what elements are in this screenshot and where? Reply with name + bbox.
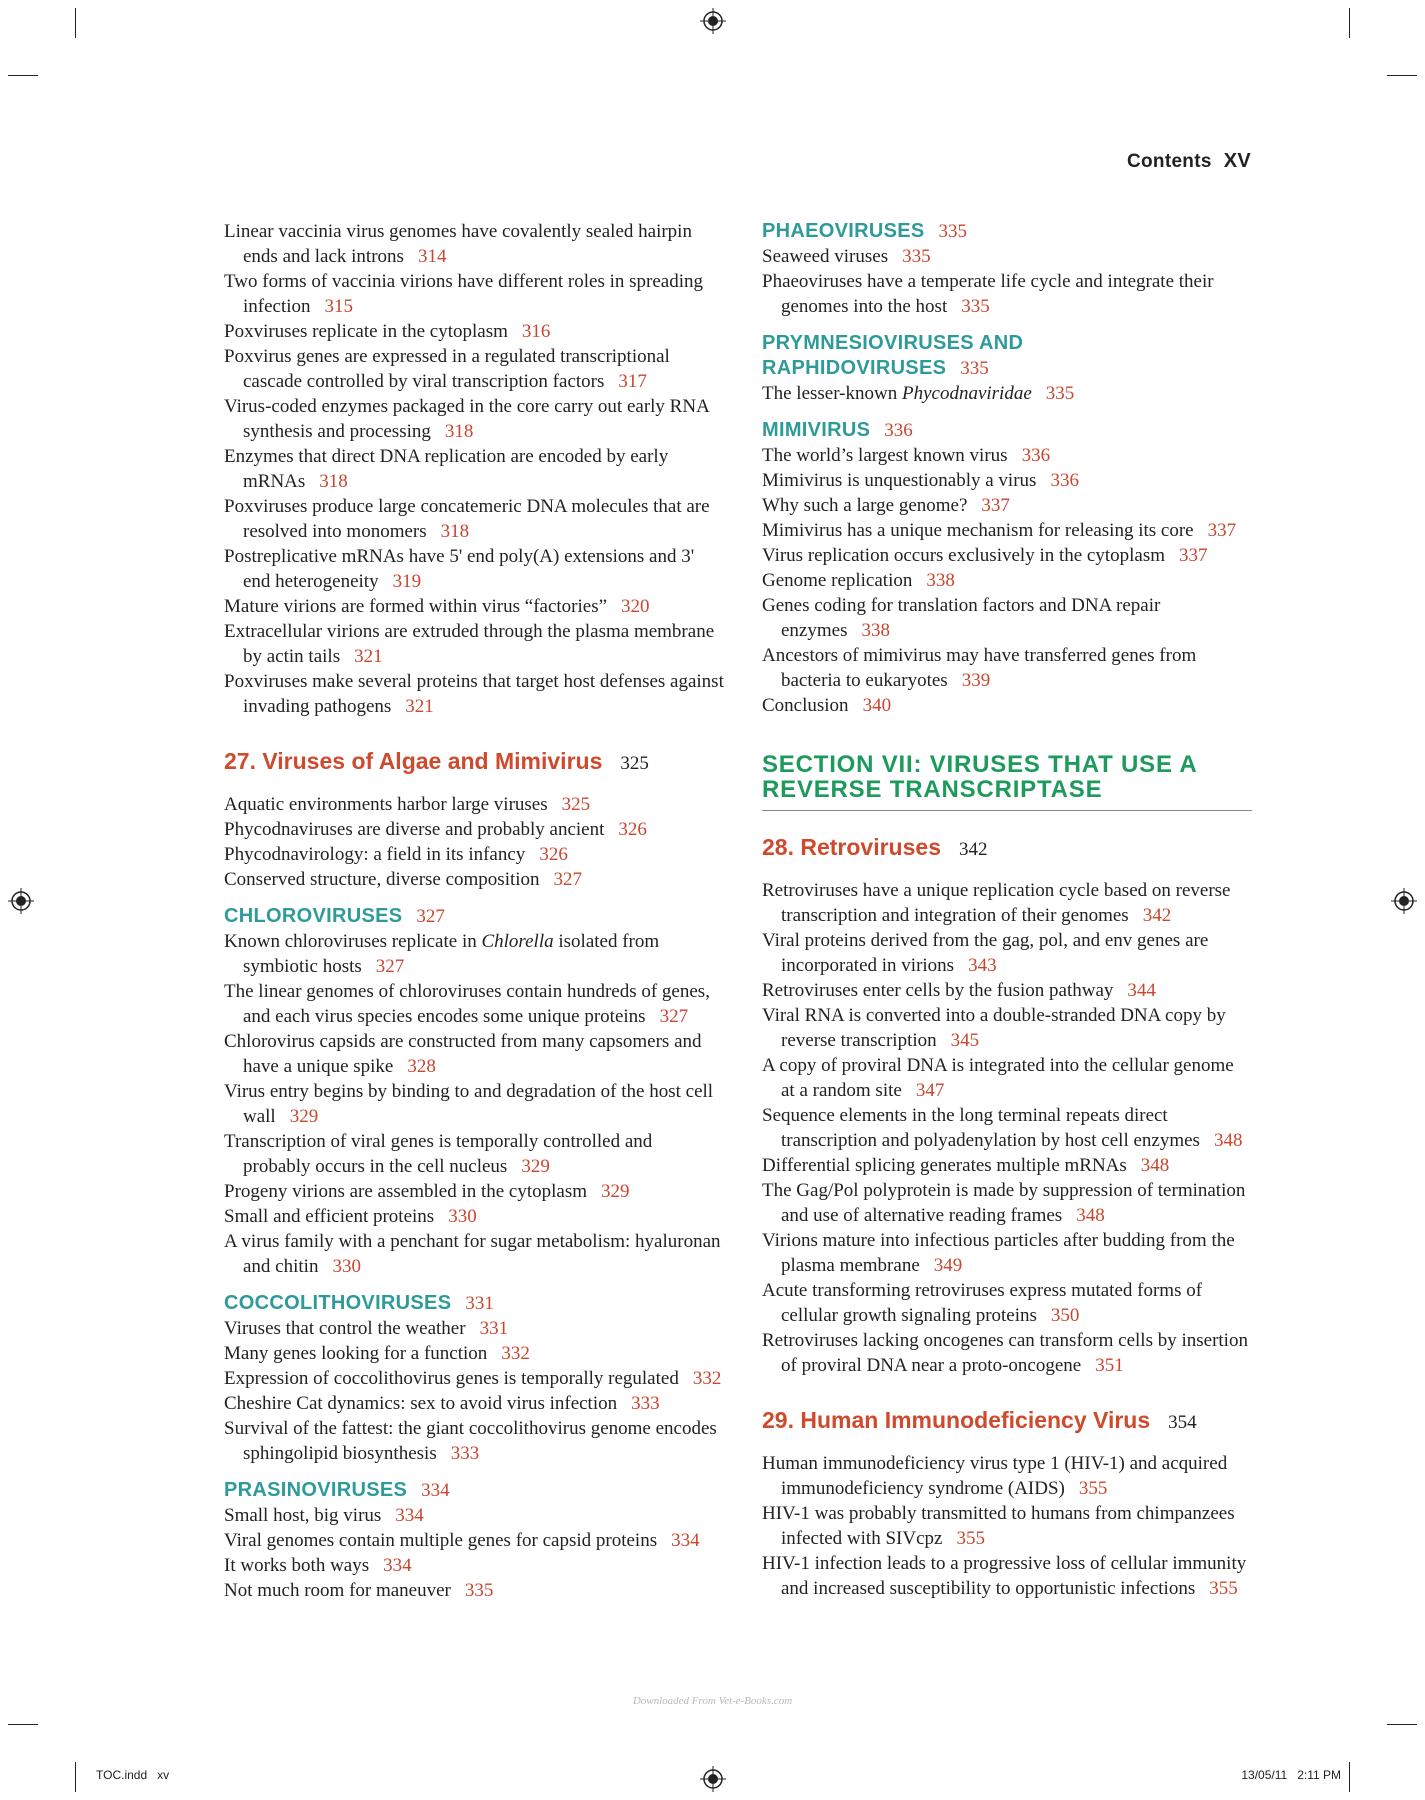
entry-title: Conserved structure, diverse composition xyxy=(224,869,540,890)
entry-title: Human immunodeficiency virus type 1 (HIV-1) and acquired immunodeficiency syndrome (AIDS) xyxy=(762,1453,1228,1499)
subsection-title: MIMIVIRUS xyxy=(762,419,871,441)
subsection-heading[interactable] xyxy=(762,331,1252,381)
entry-page-number: 319 xyxy=(392,571,422,592)
toc-entry[interactable] xyxy=(762,878,1252,928)
entry-page-number: 326 xyxy=(618,819,647,840)
subsection-title: COCCOLITHOVIRUSES xyxy=(224,1292,452,1314)
toc-entry[interactable] xyxy=(762,468,1252,493)
toc-entry[interactable] xyxy=(762,643,1252,693)
entry-page-number: 321 xyxy=(354,646,383,667)
chapter-title: 28. Retroviruses xyxy=(762,834,941,860)
toc-entry[interactable] xyxy=(762,1551,1252,1601)
entry-title: The lesser-known xyxy=(762,383,902,404)
toc-entry[interactable] xyxy=(762,244,1252,269)
entry-page-number: 326 xyxy=(539,844,568,865)
entry-page-number: 327 xyxy=(553,869,583,890)
toc-entry[interactable] xyxy=(224,444,724,494)
toc-entry[interactable] xyxy=(224,669,724,719)
crop-mark xyxy=(1387,1724,1417,1725)
entry-page-number: 334 xyxy=(383,1555,412,1576)
toc-entry[interactable] xyxy=(224,1229,724,1279)
toc-entry[interactable] xyxy=(224,792,724,817)
entry-page-number: 335 xyxy=(1045,383,1075,404)
entry-page-number: 347 xyxy=(915,1080,945,1101)
watermark: Downloaded From Vet-e-Books.com xyxy=(632,1695,793,1707)
toc-entry[interactable] xyxy=(762,1501,1252,1551)
entry-title: It works both ways xyxy=(224,1555,370,1576)
footer-timestamp: 13/05/11 2:11 PM xyxy=(1241,1768,1341,1782)
entry-title: Virus entry begins by binding to and degradation of the host cell wall xyxy=(224,1081,714,1127)
entry-title: Small host, big virus xyxy=(224,1505,382,1526)
chapter-title: 29. Human Immunodeficiency Virus xyxy=(762,1407,1151,1433)
entry-title: Phycodnaviruses are diverse and probably ancient xyxy=(224,819,605,840)
entry-page-number: 348 xyxy=(1213,1130,1243,1151)
entry-title: Progeny virions are assembled in the cytoplasm xyxy=(224,1181,588,1202)
entry-title: Sequence elements in the long terminal repeats direct transcription and polyadenylation by host cell enzymes xyxy=(762,1105,1200,1151)
entry-title: Seaweed viruses xyxy=(762,246,889,267)
chapter-title: 27. Viruses of Algae and Mimivirus xyxy=(224,748,603,774)
toc-entry[interactable] xyxy=(762,443,1252,468)
subsection-title: PHAEOVIRUSES xyxy=(762,220,925,242)
entry-title: Ancestors of mimivirus may have transferred genes from bacteria to eukaryotes xyxy=(762,645,1197,691)
entry-page-number: 329 xyxy=(601,1181,630,1202)
toc-entry[interactable] xyxy=(224,1503,724,1528)
entry-title: Mimivirus has a unique mechanism for releasing its core xyxy=(762,520,1194,541)
registration-mark-icon xyxy=(700,8,726,34)
toc-entry[interactable] xyxy=(224,494,724,544)
toc-right-column xyxy=(762,219,1252,1601)
entry-title: Acute transforming retroviruses express mutated forms of cellular growth signaling proteins xyxy=(762,1280,1203,1326)
toc-entry[interactable] xyxy=(762,978,1252,1003)
subsection-title: PRASINOVIRUSES xyxy=(224,1479,408,1501)
entry-page-number: 331 xyxy=(479,1318,509,1339)
crop-mark xyxy=(1387,75,1417,76)
entry-title: Virus-coded enzymes packaged in the core carry out early RNA synthesis and processing xyxy=(224,396,709,442)
entry-page-number: 335 xyxy=(464,1580,494,1601)
toc-entry[interactable] xyxy=(224,219,724,269)
entry-page-number: 338 xyxy=(926,570,955,591)
toc-entry[interactable] xyxy=(762,381,1252,406)
entry-page-number: 329 xyxy=(521,1156,550,1177)
entry-title: Known chloroviruses replicate in xyxy=(224,931,477,952)
entry-page-number: 350 xyxy=(1050,1305,1080,1326)
entry-title: Retroviruses have a unique replication cycle based on reverse transcription and integration of their genomes xyxy=(762,880,1231,926)
subsection-page-number: 331 xyxy=(465,1293,494,1314)
entry-title: Survival of the fattest: the giant coccolithovirus genome encodes sphingolipid biosynthesis xyxy=(224,1418,717,1464)
toc-entry[interactable] xyxy=(762,1053,1252,1103)
entry-page-number: 330 xyxy=(332,1256,361,1277)
entry-title: Small and efficient proteins xyxy=(224,1206,435,1227)
toc-entry[interactable] xyxy=(224,319,724,344)
entry-page-number: 335 xyxy=(961,296,990,317)
entry-page-number: 330 xyxy=(448,1206,477,1227)
toc-entry[interactable] xyxy=(762,543,1252,568)
toc-entry[interactable] xyxy=(224,544,724,594)
chapter-page-number: 354 xyxy=(1168,1412,1197,1433)
toc-entry[interactable] xyxy=(224,1528,724,1553)
entry-page-number: 325 xyxy=(561,794,591,815)
toc-entry[interactable] xyxy=(762,568,1252,593)
toc-entry[interactable] xyxy=(762,1178,1252,1228)
toc-entry[interactable] xyxy=(762,1328,1252,1378)
entry-page-number: 338 xyxy=(861,620,890,641)
entry-page-number: 327 xyxy=(659,1006,689,1027)
toc-entry[interactable] xyxy=(224,619,724,669)
entry-title: Enzymes that direct DNA replication are encoded by early mRNAs xyxy=(224,446,669,492)
registration-mark-icon xyxy=(8,888,34,914)
entry-page-number: 348 xyxy=(1076,1205,1105,1226)
entry-page-number: 351 xyxy=(1095,1355,1124,1376)
entry-page-number: 355 xyxy=(1209,1578,1238,1599)
toc-entry[interactable] xyxy=(224,1366,724,1391)
subsection-heading[interactable] xyxy=(762,219,1252,244)
entry-page-number: 317 xyxy=(618,371,647,392)
entry-title: Many genes looking for a function xyxy=(224,1343,488,1364)
toc-entry[interactable] xyxy=(224,842,724,867)
entry-title: Poxviruses produce large concatemeric DNA molecules that are resolved into monomers xyxy=(224,496,710,542)
entry-page-number: 355 xyxy=(1078,1478,1108,1499)
entry-title: Cheshire Cat dynamics: sex to avoid virus infection xyxy=(224,1393,618,1414)
toc-entry[interactable] xyxy=(762,1103,1252,1153)
entry-title: Conclusion xyxy=(762,695,849,716)
entry-page-number: 334 xyxy=(671,1530,700,1551)
entry-title: The world’s largest known virus xyxy=(762,445,1008,466)
entry-title: Phaeoviruses have a temperate life cycle and integrate their genomes into the host xyxy=(762,271,1214,317)
entry-title: Two forms of vaccinia virions have different roles in spreading infection xyxy=(224,271,703,317)
subsection-heading[interactable] xyxy=(224,1291,724,1316)
entry-title: Not much room for maneuver xyxy=(224,1580,451,1601)
entry-page-number: 328 xyxy=(407,1056,436,1077)
entry-page-number: 337 xyxy=(1179,545,1208,566)
entry-page-number: 332 xyxy=(501,1343,530,1364)
entry-title: The Gag/Pol polyprotein is made by suppression of termination and use of alternative reading frames xyxy=(762,1180,1246,1226)
crop-mark xyxy=(75,8,76,38)
entry-page-number: 344 xyxy=(1127,980,1156,1001)
toc-entry[interactable] xyxy=(224,1553,724,1578)
entry-title: Phycodnavirology: a field in its infancy xyxy=(224,844,526,865)
entry-title: HIV-1 infection leads to a progressive loss of cellular immunity and increased susceptibility to opportunistic infections xyxy=(762,1553,1247,1599)
entry-title: Virions mature into infectious particles after budding from the plasma membrane xyxy=(762,1230,1235,1276)
entry-page-number: 334 xyxy=(395,1505,424,1526)
toc-entry[interactable] xyxy=(224,394,724,444)
toc-entry[interactable] xyxy=(224,1029,724,1079)
chapter-heading[interactable] xyxy=(762,833,1252,864)
entry-title: Genes coding for translation factors and DNA repair enzymes xyxy=(762,595,1161,641)
chapter-page-number: 325 xyxy=(620,753,649,774)
entry-title: Extracellular virions are extruded through the plasma membrane by actin tails xyxy=(224,621,715,667)
entry-page-number: 316 xyxy=(521,321,551,342)
entry-title: Retroviruses lacking oncogenes can transform cells by insertion of proviral DNA near a proto-oncogene xyxy=(762,1330,1248,1376)
header-title: Contents xyxy=(1126,151,1212,172)
toc-entry[interactable] xyxy=(762,928,1252,978)
crop-mark xyxy=(1349,8,1350,38)
entry-title: A copy of proviral DNA is integrated into the cellular genome at a random site xyxy=(762,1055,1234,1101)
toc-entry[interactable] xyxy=(224,1416,724,1466)
toc-entry[interactable] xyxy=(224,594,724,619)
subsection-heading[interactable] xyxy=(762,418,1252,443)
toc-entry[interactable] xyxy=(762,693,1252,718)
entry-title: Postreplicative mRNAs have 5' end poly(A) extensions and 3' end heterogeneity xyxy=(224,546,695,592)
entry-title: The linear genomes of chloroviruses contain hundreds of genes, and each virus species encodes some unique proteins xyxy=(224,981,710,1027)
toc-entry[interactable] xyxy=(762,1451,1252,1501)
toc-entry[interactable] xyxy=(224,1316,724,1341)
toc-entry[interactable] xyxy=(762,1153,1252,1178)
toc-left-column xyxy=(224,219,724,1603)
subsection-heading[interactable] xyxy=(224,904,724,929)
entry-page-number: 333 xyxy=(631,1393,660,1414)
entry-page-number: 342 xyxy=(1142,905,1172,926)
entry-title: Transcription of viral genes is temporally controlled and probably occurs in the cell nucleus xyxy=(224,1131,653,1177)
entry-page-number: 343 xyxy=(968,955,997,976)
entry-title: Why such a large genome? xyxy=(762,495,968,516)
toc-entry[interactable] xyxy=(762,269,1252,319)
entry-title: Poxviruses replicate in the cytoplasm xyxy=(224,321,508,342)
entry-title: Expression of coccolithovirus genes is temporally regulated xyxy=(224,1368,679,1389)
entry-title: HIV-1 was probably transmitted to humans from chimpanzees infected with SIVcpz xyxy=(762,1503,1235,1549)
entry-page-number: 329 xyxy=(289,1106,319,1127)
entry-page-number: 318 xyxy=(440,521,470,542)
entry-title: Mimivirus is unquestionably a virus xyxy=(762,470,1037,491)
toc-entry[interactable] xyxy=(224,1204,724,1229)
toc-entry[interactable] xyxy=(762,493,1252,518)
subsection-page-number: 335 xyxy=(938,221,968,242)
crop-mark xyxy=(1349,1762,1350,1792)
entry-page-number: 345 xyxy=(950,1030,980,1051)
entry-italic: Phycodnaviridae xyxy=(901,383,1032,404)
entry-page-number: 318 xyxy=(319,471,348,492)
toc-entry[interactable] xyxy=(762,593,1252,643)
entry-page-number: 321 xyxy=(405,696,434,717)
toc-entry[interactable] xyxy=(762,518,1252,543)
entry-title: Genome replication xyxy=(762,570,913,591)
crop-mark xyxy=(75,1762,76,1792)
entry-page-number: 327 xyxy=(375,956,405,977)
toc-entry[interactable] xyxy=(224,1079,724,1129)
crop-mark xyxy=(8,75,38,76)
entry-title: A virus family with a penchant for sugar metabolism: hyaluronan and chitin xyxy=(224,1231,721,1277)
toc-entry[interactable] xyxy=(224,1578,724,1603)
entry-page-number: 337 xyxy=(1207,520,1237,541)
entry-page-number: 349 xyxy=(933,1255,963,1276)
chapter-heading[interactable] xyxy=(762,1406,1252,1437)
entry-title: Retroviruses enter cells by the fusion pathway xyxy=(762,980,1114,1001)
toc-entry[interactable] xyxy=(224,929,724,979)
footer-file: TOC.indd xv xyxy=(96,1768,170,1782)
entry-page-number: 348 xyxy=(1140,1155,1170,1176)
toc-entry[interactable] xyxy=(224,979,724,1029)
registration-mark-icon xyxy=(1391,888,1417,914)
entry-italic: Chlorella xyxy=(481,931,554,952)
subsection-page-number: 334 xyxy=(421,1480,450,1501)
toc-entry[interactable] xyxy=(224,1129,724,1179)
entry-title: Poxvirus genes are expressed in a regulated transcriptional cascade controlled by viral transcription factors xyxy=(224,346,670,392)
toc-entry[interactable] xyxy=(224,1391,724,1416)
entry-title-cont: isolated from symbiotic hosts xyxy=(243,931,660,977)
entry-page-number: 335 xyxy=(902,246,931,267)
toc-entry[interactable] xyxy=(224,1179,724,1204)
subsection-title: CHLOROVIRUSES xyxy=(224,905,403,927)
subsection-heading[interactable] xyxy=(224,1478,724,1503)
entry-page-number: 315 xyxy=(324,296,354,317)
entry-page-number: 339 xyxy=(961,670,991,691)
entry-title: Virus replication occurs exclusively in the cytoplasm xyxy=(762,545,1166,566)
section-heading: SECTION VII: VIRUSES THAT USE A REVERSE TRANSCRIPTASE xyxy=(762,752,1252,811)
toc-entry[interactable] xyxy=(224,1341,724,1366)
entry-page-number: 340 xyxy=(862,695,892,716)
header-page-number: XV xyxy=(1223,150,1251,172)
subsection-page-number: 327 xyxy=(416,906,445,927)
toc-entry[interactable] xyxy=(224,867,724,892)
entry-title: Viral RNA is converted into a double-stranded DNA copy by reverse transcription xyxy=(762,1005,1226,1051)
crop-mark xyxy=(8,1724,38,1725)
entry-title: Differential splicing generates multiple mRNAs xyxy=(762,1155,1127,1176)
entry-page-number: 314 xyxy=(417,246,447,267)
entry-page-number: 318 xyxy=(444,421,474,442)
entry-page-number: 336 xyxy=(1050,470,1079,491)
subsection-page-number: 336 xyxy=(884,420,913,441)
entry-title: Viruses that control the weather xyxy=(224,1318,466,1339)
entry-title: Linear vaccinia virus genomes have covalently sealed hairpin ends and lack introns xyxy=(224,221,692,267)
toc-entry[interactable] xyxy=(762,1003,1252,1053)
subsection-title: PRYMNESIOVIRUSES AND RAPHIDOVIRUSES xyxy=(762,332,1024,379)
toc-entry[interactable] xyxy=(224,817,724,842)
toc-entry[interactable] xyxy=(224,344,724,394)
entry-title: Viral proteins derived from the gag, pol, and env genes are incorporated in virions xyxy=(762,930,1209,976)
entry-title: Aquatic environments harbor large viruses xyxy=(224,794,548,815)
entry-title: Viral genomes contain multiple genes for capsid proteins xyxy=(224,1530,658,1551)
toc-entry[interactable] xyxy=(762,1278,1252,1328)
entry-page-number: 355 xyxy=(956,1528,985,1549)
toc-entry[interactable] xyxy=(224,269,724,319)
entry-title: Poxviruses make several proteins that target host defenses against invading pathogens xyxy=(224,671,724,717)
toc-entry[interactable] xyxy=(762,1228,1252,1278)
registration-mark-icon xyxy=(700,1766,726,1792)
subsection-page-number: 335 xyxy=(960,358,989,379)
running-header xyxy=(1127,150,1251,173)
entry-page-number: 332 xyxy=(692,1368,722,1389)
chapter-heading[interactable] xyxy=(224,747,724,778)
chapter-page-number: 342 xyxy=(958,839,988,860)
entry-page-number: 337 xyxy=(981,495,1010,516)
entry-page-number: 336 xyxy=(1021,445,1051,466)
entry-page-number: 333 xyxy=(450,1443,480,1464)
entry-title: Mature virions are formed within virus “factories” xyxy=(224,596,608,617)
entry-page-number: 320 xyxy=(621,596,650,617)
entry-title: Chlorovirus capsids are constructed from many capsomers and have a unique spike xyxy=(224,1031,702,1077)
